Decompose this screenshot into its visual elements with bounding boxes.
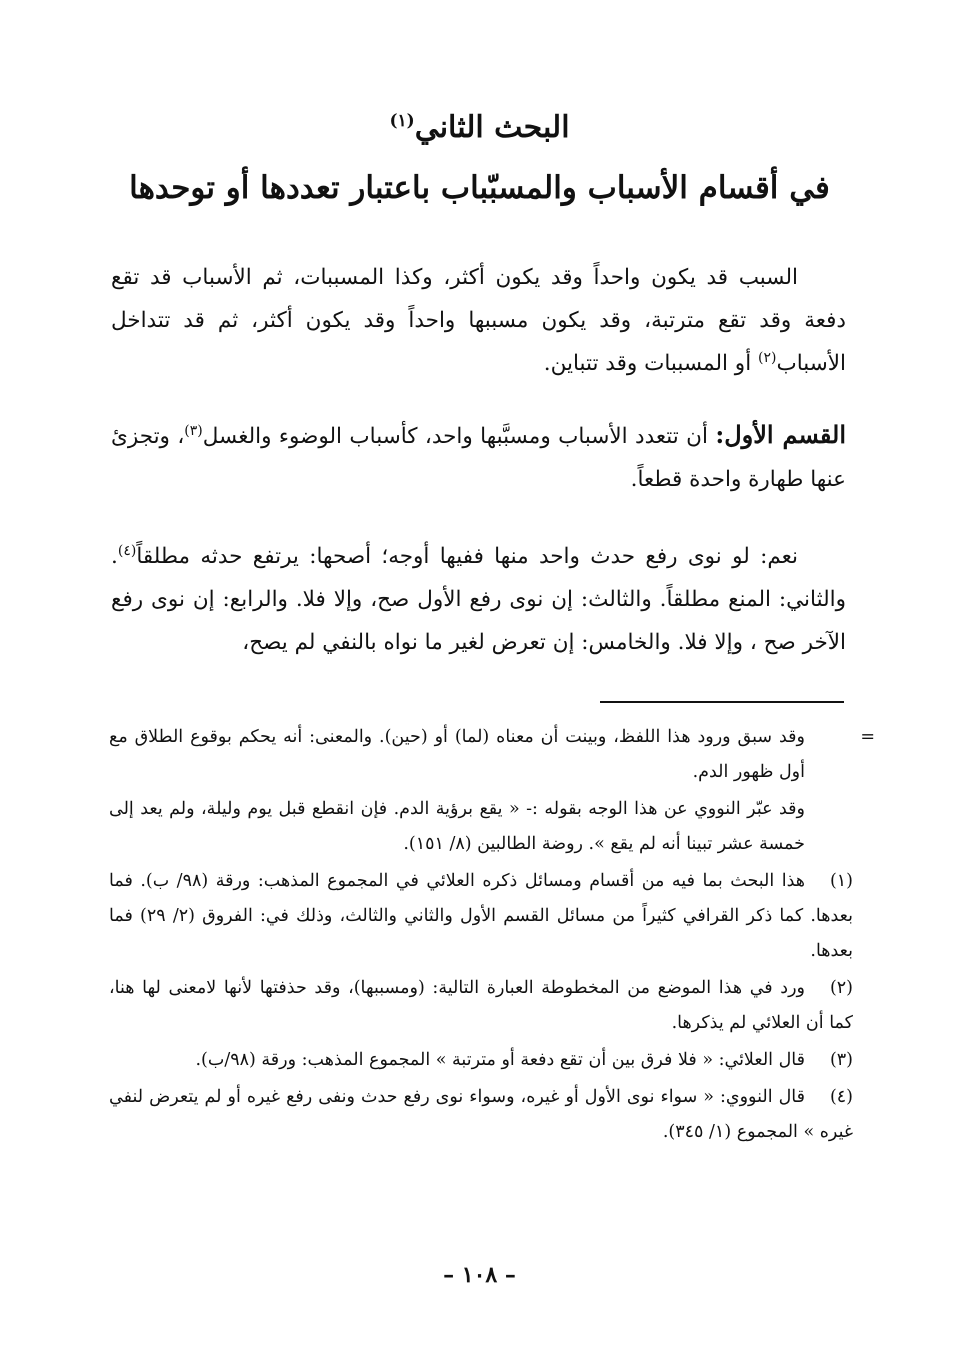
footnote-number: (٤) bbox=[829, 1087, 853, 1107]
footnote-text: هذا البحث بما فيه من أقسام ومسائل ذكره العلائي في المجموع المذهب: ورقة (٩٨/ ب). فما بعدها. كما ذكر القرافي كثيراً من مسائل القسم الأول والثاني والثالث، وذلك في: الفروق (٢/ ٢٩) فما بعدها. bbox=[109, 871, 853, 961]
footnote-text: وقد سبق ورود هذا اللفظ، وبينت أن معناه (لما) أو (حين). والمعنى: أنه يحكم بوقوع الطلاق مع أول ظهور الدم. bbox=[109, 727, 805, 782]
page-number: – ١٠٨ – bbox=[443, 1262, 516, 1288]
footnote-ref: (٣) bbox=[184, 422, 203, 439]
footnote-2 bbox=[109, 971, 853, 1041]
footnote-text: وقد عبّر النووي عن هذا الوجه بقوله :- « يقع برؤية الدم. فإن انقطع قبل يوم وليلة، ولم يعد إلى خمسة عشر تبينا أنه لم يقع ». روضة الطالبين (٨/ ١٥١). bbox=[109, 799, 805, 854]
paragraph-text: . والثاني: المنع مطلقاً. والثالث: إن نوى رفع الأول صح، وإلا فلا. والرابع: إن نوى رفع الآخر صح ، وإلا فلا. والخامس: إن تعرض لغير ما نواه بالنفي لم يصح، bbox=[111, 544, 846, 655]
paragraph-intro bbox=[111, 256, 846, 385]
paragraph-first-section bbox=[111, 413, 846, 501]
title-footnote-ref: (١) bbox=[389, 111, 415, 131]
paragraph-text: ، وتجزئ عنها طهارة واحدة قطعاً. bbox=[111, 424, 846, 492]
footnote-text: ورد في هذا الموضع من المخطوطة العبارة التالية: (ومسببها)، وقد حذفتها لأنها لامعنى لها هنا، كما أن العلائي لم يذكرها. bbox=[109, 978, 853, 1033]
paragraph-opinions bbox=[111, 535, 846, 664]
footnote-separator bbox=[600, 701, 844, 703]
footnote-4 bbox=[109, 1080, 853, 1150]
footnote-ref: (٤) bbox=[117, 542, 137, 559]
footnote-text: قال النووي: « سواء نوى الأول أو غيره، وسواء نوى رفع حدث ونفى رفع غيره أو لم يتعرض لنفي غيره » المجموع (١/ ٣٤٥). bbox=[109, 1087, 853, 1142]
footnotes bbox=[109, 720, 875, 1152]
continuation-marker: = bbox=[860, 727, 875, 747]
footnote-number: (٣) bbox=[829, 1050, 853, 1070]
footnote-number: (١) bbox=[829, 871, 853, 891]
footnote-text: قال العلائي: « فلا فرق بين أن تقع دفعة أو مترتبة » المجموع المذهب: ورقة (٩٨/ب). bbox=[195, 1050, 805, 1070]
section-subtitle: في أقسام الأسباب والمسبّباب باعتبار تعددها أو توحدها bbox=[129, 170, 830, 206]
paragraph-text: أن تتعدد الأسباب ومسبَّبها واحد، كأسباب الوضوء والغسل bbox=[202, 424, 716, 449]
footnote-ref: (٢) bbox=[758, 349, 777, 366]
section-title bbox=[90, 110, 869, 145]
paragraph-text: أو المسببات وقد تتباين. bbox=[543, 351, 758, 376]
section-lead: القسم الأول: bbox=[715, 420, 847, 449]
footnote-3 bbox=[109, 1043, 853, 1078]
section-title-text: البحث الثاني bbox=[414, 110, 570, 145]
footnote-1 bbox=[109, 864, 853, 969]
paragraph-text: نعم: لو نوى رفع حدث واحد منها ففيها أوجه؛ أصحها: يرتفع حدثه مطلقاً bbox=[136, 544, 798, 569]
footnote-continuation bbox=[109, 720, 875, 862]
paragraph-text: السبب قد يكون واحداً وقد يكون أكثر، وكذا المسببات، ثم الأسباب قد تقع دفعة وقد تقع مترتبة، وقد يكون مسببها واحداً وقد يكون أكثر، ثم قد تتداخل الأسباب bbox=[111, 265, 846, 376]
footnote-number: (٢) bbox=[829, 978, 853, 998]
